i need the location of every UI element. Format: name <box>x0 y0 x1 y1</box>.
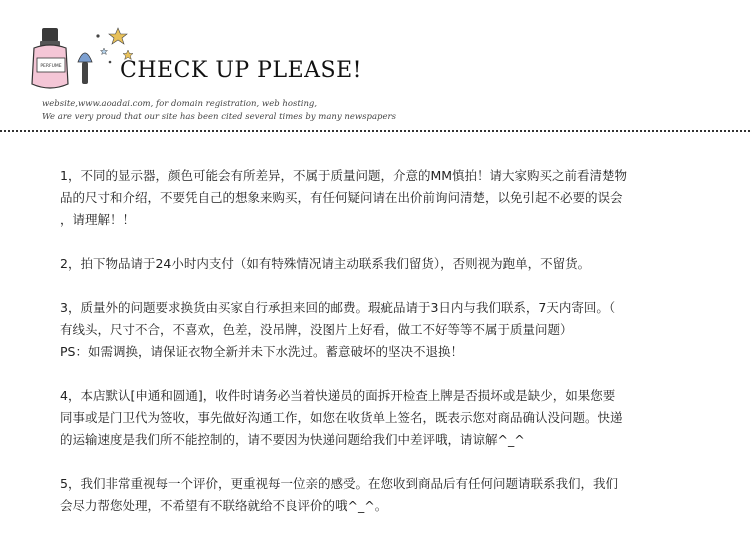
notice-paragraph-1: 1，不同的显示器，颜色可能会有所差异，不属于质量问题，介意的MM慎拍！请大家购买之前看清楚物 品的尺寸和介绍，不要凭自己的想象来购买，有任何疑问请在出价前询问清楚，以免引起不必要的误会 ，请理解！！ <box>60 168 628 227</box>
tagline-newspapers: We are very proud that our site has been cited several times by many newspapers <box>42 112 396 122</box>
notice-paragraph-4: 4，本店默认[申通和圆通]，收件时请务必当着快递员的面拆开检查上牌是否损坏或是缺少，如果您要 同事或是门卫代为签收，事先做好沟通工作，如您在收货单上签名，既表示您对商品确认没问题。快递 的运输速度是我们所不能控制的，请不要因为快递问题给我们中差评哦，请谅解^_^ <box>60 388 623 447</box>
notice-content <box>60 165 700 539</box>
header <box>0 0 750 135</box>
svg-text:PERFUME: PERFUME <box>40 64 62 69</box>
notice-paragraph-5: 5，我们非常重视每一个评价，更重视每一位亲的感受。在您收到商品后有任何问题请联系我们，我们 会尽力帮您处理，不希望有不联络就给不良评价的哦^_^。 <box>60 476 618 513</box>
dotted-divider <box>0 130 750 132</box>
tagline-website: website,www.aoadai.com, for domain registration, web hosting, <box>42 99 318 109</box>
notice-paragraph-2: 2，拍下物品请于24小时内支付（如有特殊情况请主动联系我们留货），否则视为跑单，不留货。 <box>60 256 591 271</box>
notice-paragraph-3: 3，质量外的问题要求换货由买家自行承担来回的邮费。瑕疵品请于3日内与我们联系，7天内寄回。（ 有线头，尺寸不合，不喜欢，色差，没吊牌，没图片上好看，做工不好等等不属于质量问题） PS：如需调换，请保证衣物全新并未下水洗过。蓄意破坏的坚决不退换！ <box>60 300 616 359</box>
page-title: CHECK UP PLEASE! <box>120 58 363 83</box>
